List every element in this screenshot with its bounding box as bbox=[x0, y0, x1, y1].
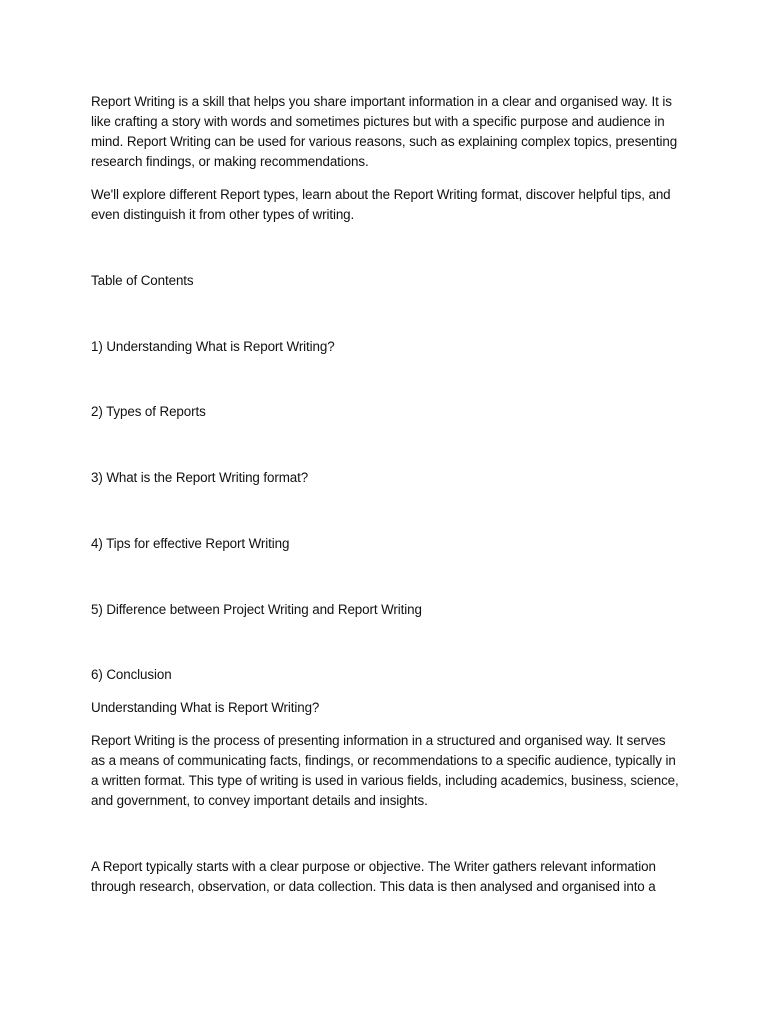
intro-paragraph-1: Report Writing is a skill that helps you share important information in a clear and organised way. It is like crafting a story with words and sometimes pictures but with a specific purpose and audience in mind. Report Writing can be used for various reasons, such as explaining complex topics, presenting research findings, or making recommendations. bbox=[91, 94, 678, 169]
section-heading: Understanding What is Report Writing? bbox=[91, 700, 320, 715]
intro-paragraph-2: We'll explore different Report types, learn about the Report Writing format, discover helpful tips, and even distinguish it from other types of writing. bbox=[91, 187, 671, 222]
toc-heading: Table of Contents bbox=[91, 273, 194, 288]
toc-item-5: 5) Difference between Project Writing and Report Writing bbox=[91, 602, 422, 617]
toc-item-3: 3) What is the Report Writing format? bbox=[91, 470, 309, 485]
toc-item-2: 2) Types of Reports bbox=[91, 404, 206, 419]
section-paragraph-1: Report Writing is the process of presenting information in a structured and organised way. It serves as a means of communicating facts, findings, or recommendations to a specific audience, typically in a written format. This type of writing is used in various fields, including academics, business, science, and government, to convey important details and insights. bbox=[91, 733, 679, 808]
toc-item-1: 1) Understanding What is Report Writing? bbox=[91, 339, 335, 354]
section-paragraph-2: A Report typically starts with a clear purpose or objective. The Writer gathers relevant information through research, observation, or data collection. This data is then analysed and organised into a bbox=[91, 859, 656, 894]
toc-item-6: 6) Conclusion bbox=[91, 667, 172, 682]
toc-item-4: 4) Tips for effective Report Writing bbox=[91, 536, 290, 551]
